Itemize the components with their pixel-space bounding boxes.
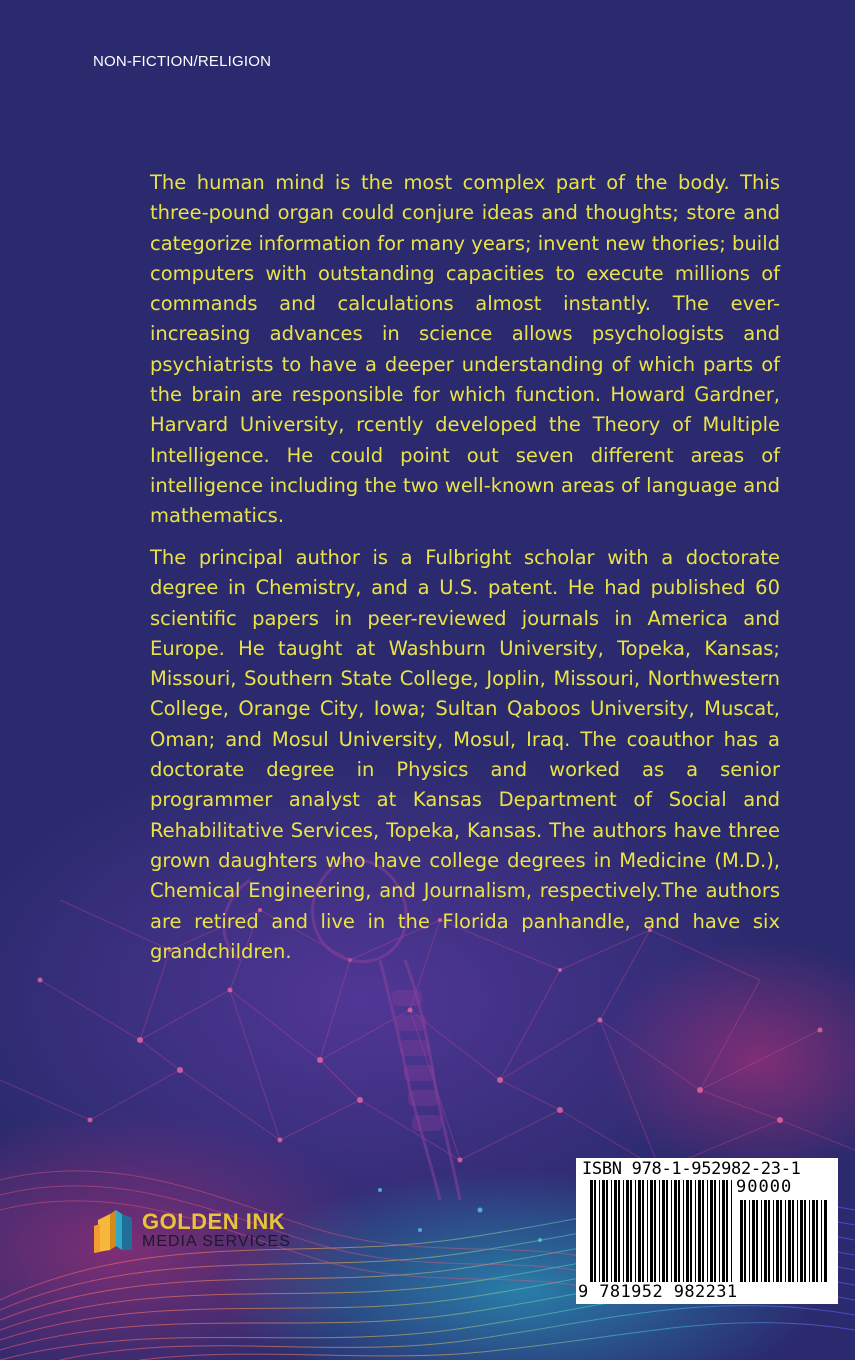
barcode-bar [719, 1180, 720, 1282]
barcode-bar [788, 1200, 791, 1282]
barcode-bar [744, 1200, 746, 1282]
barcode-bar [785, 1200, 786, 1282]
barcode-bar [761, 1200, 762, 1282]
author-bio-paragraph: The principal author is a Fulbright scholar with a doctorate degree in Chemistry, and a U.S. patent. He had published 60 scientific papers in peer-reviewed journals in America and Europe. He taught at Washburn University, Topeka, Kansas; Missouri, Southern State College, Joplin, Missouri, Northwestern College, Orange City, Iowa; Sultan Qaboos University, Muscat, Oman; and Mosul University, Mosul, Iraq. The coauthor has a doctorate degree in Physics and worked as a senior programmer analyst at Kansas Department of Social and Rehabilitative Services, Topeka, Kansas. The authors have three grown daughters who have college degrees in Medicine (M.D.), Chemical Engineering, and Journalism, respectively.The authors are retired and live in the Florida panhandle, and have six grandchildren. [150, 546, 780, 963]
barcode-bar [594, 1180, 596, 1282]
barcode-bar [690, 1180, 692, 1282]
publisher-name: GOLDEN INK [142, 1209, 286, 1234]
barcode-bar [623, 1180, 624, 1282]
barcode-bar [647, 1180, 648, 1282]
barcode-bar [780, 1200, 782, 1282]
genre-category: NON-FICTION/RELIGION [93, 53, 272, 70]
barcode-bar [731, 1180, 732, 1282]
barcode-bar [702, 1180, 704, 1282]
barcode-bar [797, 1200, 798, 1282]
book-quill-icon [94, 1206, 138, 1254]
barcode-bar [773, 1200, 774, 1282]
barcode-bar [626, 1180, 629, 1282]
barcode-bar [722, 1180, 725, 1282]
barcode-bar [816, 1200, 818, 1282]
barcode-bar [809, 1200, 810, 1282]
publisher-logo [94, 1206, 334, 1256]
barcode-bar [800, 1200, 803, 1282]
barcode-bar [630, 1180, 632, 1282]
barcode-bar [659, 1180, 660, 1282]
barcode-bar [707, 1180, 708, 1282]
barcode-bar [710, 1180, 713, 1282]
publisher-subtitle: MEDIA SERVICES [142, 1233, 291, 1250]
barcode-bar [606, 1180, 608, 1282]
barcode-bar [768, 1200, 770, 1282]
barcode-bar [792, 1200, 794, 1282]
barcode-bar [726, 1180, 728, 1282]
barcode-bar [756, 1200, 758, 1282]
barcode-bar [804, 1200, 806, 1282]
blurb-paragraph: The human mind is the most complex part of the body. This three-pound organ could conjure ideas and thoughts; store and categorize information for many years; invent new thories; build computers with outstanding capacities to execute millions of commands and calculations almost instantly. The ever-increasing advances in science allows psychologists and psychiatrists to have a deeper understanding of which parts of the brain are responsible for which function. Howard Gardner, Harvard University, rcently developed the Theory of Multiple Intelligence. He could point out seven different areas of intelligence including the two well-known areas of language and mathematics. [150, 171, 780, 528]
barcode-digits: 9 781952 982231 [578, 1282, 738, 1302]
barcode-bar [666, 1180, 668, 1282]
barcode-bar [695, 1180, 696, 1282]
price-code: 90000 [736, 1177, 793, 1197]
barcode-bar [614, 1180, 617, 1282]
isbn-number: ISBN 978-1-952982-23-1 [582, 1159, 801, 1179]
barcode-bar [590, 1180, 593, 1282]
barcode-bar [678, 1180, 680, 1282]
barcode-bar [812, 1200, 815, 1282]
barcode-bar [654, 1180, 656, 1282]
barcode-bar [642, 1180, 644, 1282]
barcode-bar [635, 1180, 636, 1282]
barcode-bar [740, 1200, 743, 1282]
barcode-bar [749, 1200, 750, 1282]
barcode-bar [683, 1180, 684, 1282]
isbn-barcode [576, 1158, 838, 1304]
barcode-bar [671, 1180, 672, 1282]
barcode-bar [714, 1180, 716, 1282]
barcode-bar [764, 1200, 767, 1282]
barcode-bar [824, 1200, 827, 1282]
barcode-bar [650, 1180, 653, 1282]
barcode-bar [698, 1180, 701, 1282]
barcode-bar [602, 1180, 605, 1282]
barcode-bar [752, 1200, 755, 1282]
barcode-bar [638, 1180, 641, 1282]
barcode-bar [599, 1180, 600, 1282]
barcode-bar [611, 1180, 612, 1282]
barcode-bar [662, 1180, 665, 1282]
barcode-bar [618, 1180, 620, 1282]
barcode-bar [686, 1180, 689, 1282]
barcode-bar [776, 1200, 779, 1282]
barcode-bar [821, 1200, 822, 1282]
barcode-bar [674, 1180, 677, 1282]
